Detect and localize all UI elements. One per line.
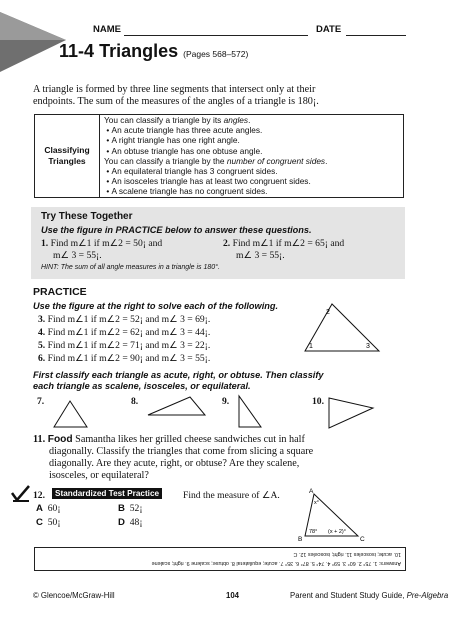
- together-hint: HINT: The sum of all angle measures in a triangle is 180°.: [41, 264, 220, 271]
- classify-instruction: First classify each triangle as acute, right, or obtuse. Then classify each triangle as scalene, isosceles, or equilateral.: [33, 370, 324, 391]
- vertex-label-2: 2: [326, 309, 330, 316]
- name-label: NAME: [93, 24, 121, 35]
- header-arrow-tab: [0, 0, 72, 80]
- answers-box: [34, 547, 406, 571]
- name-line[interactable]: [124, 35, 308, 36]
- classify-box: [34, 114, 404, 198]
- angle-c-label: (x + 2)°: [328, 529, 346, 535]
- standardized-test-badge: Standardized Test Practice: [52, 488, 162, 499]
- classify-line: You can classify a triangle by its angles.: [104, 115, 251, 125]
- choice-d[interactable]: D 48¡: [118, 517, 143, 528]
- question-11-line-4: isosceles, or equilateral?: [49, 470, 149, 481]
- item-7-number: 7.: [37, 396, 45, 407]
- vertex-label-3: 3: [366, 343, 370, 350]
- item-10-number: 10.: [312, 396, 324, 407]
- together-instruction: Use the figure in PRACTICE below to answer these questions.: [41, 225, 312, 235]
- classify-bullet: • An equilateral triangle has 3 congruent sides.: [106, 166, 278, 177]
- lesson-number: 11-4: [59, 41, 95, 61]
- together-q1-cont: m∠ 3 = 55¡.: [53, 250, 102, 261]
- lesson-title: Triangles: [99, 41, 179, 61]
- question-11-line-3: diagonally. Are they acute, right, or obtuse? Are they scalene,: [49, 458, 300, 469]
- choice-c[interactable]: C 50¡: [36, 517, 61, 528]
- practice-item-3: 3. Find m∠1 if m∠2 = 52¡ and m∠ 3 = 69¡.: [38, 314, 211, 325]
- choice-a[interactable]: A 60¡: [36, 503, 61, 514]
- question-11: 11. Food Samantha likes her grilled cheese sandwiches cut in half: [33, 434, 305, 445]
- triangle-9: [234, 394, 264, 430]
- angle-b-label: 78°: [309, 529, 318, 535]
- classify-label: Classifying Triangles: [44, 145, 90, 166]
- classify-bullet: • An obtuse triangle has one obtuse angle.: [106, 145, 263, 156]
- question-12-triangle: [298, 486, 368, 542]
- practice-item-4: 4. Find m∠1 if m∠2 = 62¡ and m∠ 3 = 44¡.: [38, 327, 211, 338]
- classify-bullet: • An isosceles triangle has at least two congruent sides.: [106, 176, 311, 187]
- vertex-label-1: 1: [309, 343, 313, 350]
- together-q2-cont: m∠ 3 = 55¡.: [236, 250, 285, 261]
- classify-line: You can classify a triangle by the number of congruent sides.: [104, 155, 328, 166]
- intro-line-2: endpoints. The sum of the measures of the angles of a triangle is 180¡.: [33, 96, 319, 107]
- practice-item-5: 5. Find m∠1 if m∠2 = 71¡ and m∠ 3 = 22¡.: [38, 340, 211, 351]
- classify-lines: [104, 115, 327, 197]
- choice-b[interactable]: B 52¡: [118, 503, 143, 514]
- intro-line-1: A triangle is formed by three line segments that intersect only at their: [33, 84, 316, 95]
- question-12-number: 12.: [33, 490, 45, 501]
- item-8-number: 8.: [131, 396, 139, 407]
- classify-bullet: • An acute triangle has three acute angles.: [106, 125, 263, 136]
- vertex-c-label: C: [360, 536, 365, 542]
- together-title: Try These Together: [41, 211, 133, 222]
- practice-instruction: Use the figure at the right to solve each of the following.: [33, 301, 279, 311]
- angle-a-label: x°: [314, 500, 319, 506]
- try-together-box: [31, 207, 405, 279]
- vertex-b-label: B: [298, 536, 303, 542]
- practice-heading: PRACTICE: [33, 286, 87, 298]
- together-q2: 2. Find m∠1 if m∠2 = 65¡ and: [223, 238, 345, 249]
- together-q1: 1. Find m∠1 if m∠2 = 50¡ and: [41, 238, 163, 249]
- question-12-text: Find the measure of ∠A.: [183, 490, 280, 501]
- classify-bullet: • A right triangle has one right angle.: [106, 135, 240, 146]
- footer-page-number: 104: [226, 591, 240, 600]
- date-label: DATE: [316, 24, 342, 35]
- classify-bullet: • A scalene triangle has no congruent sides.: [106, 186, 268, 197]
- item-9-number: 9.: [222, 396, 230, 407]
- answers-text: Answers: 1. 75° 2. 60° 3. 59° 4. 74° 5. 87° 6. 35° 7. acute; equilateral 8. obtuse; scalene 9. right; scalene 10. acute; isosceles 11. right; isosceles 12. C: [151, 551, 401, 566]
- pencil-checkmark-icon: [10, 484, 32, 504]
- lesson-pages: (Pages 568–572): [183, 49, 249, 59]
- page-title: [59, 41, 248, 62]
- practice-triangle-figure: [302, 300, 384, 356]
- vertex-a-label: A: [309, 488, 314, 495]
- footer-book-title: Parent and Student Study Guide, Pre-Algebra: [290, 591, 449, 600]
- triangle-8: [146, 394, 208, 418]
- footer-publisher: © Glencoe/McGraw-Hill: [33, 591, 115, 600]
- date-line[interactable]: [346, 35, 406, 36]
- triangle-10: [326, 395, 376, 431]
- practice-item-6: 6. Find m∠1 if m∠2 = 90¡ and m∠ 3 = 55¡.: [38, 353, 211, 364]
- question-11-line-2: diagonally. Classify the triangles that come from slicing a square: [49, 446, 314, 457]
- triangle-7: [52, 398, 90, 430]
